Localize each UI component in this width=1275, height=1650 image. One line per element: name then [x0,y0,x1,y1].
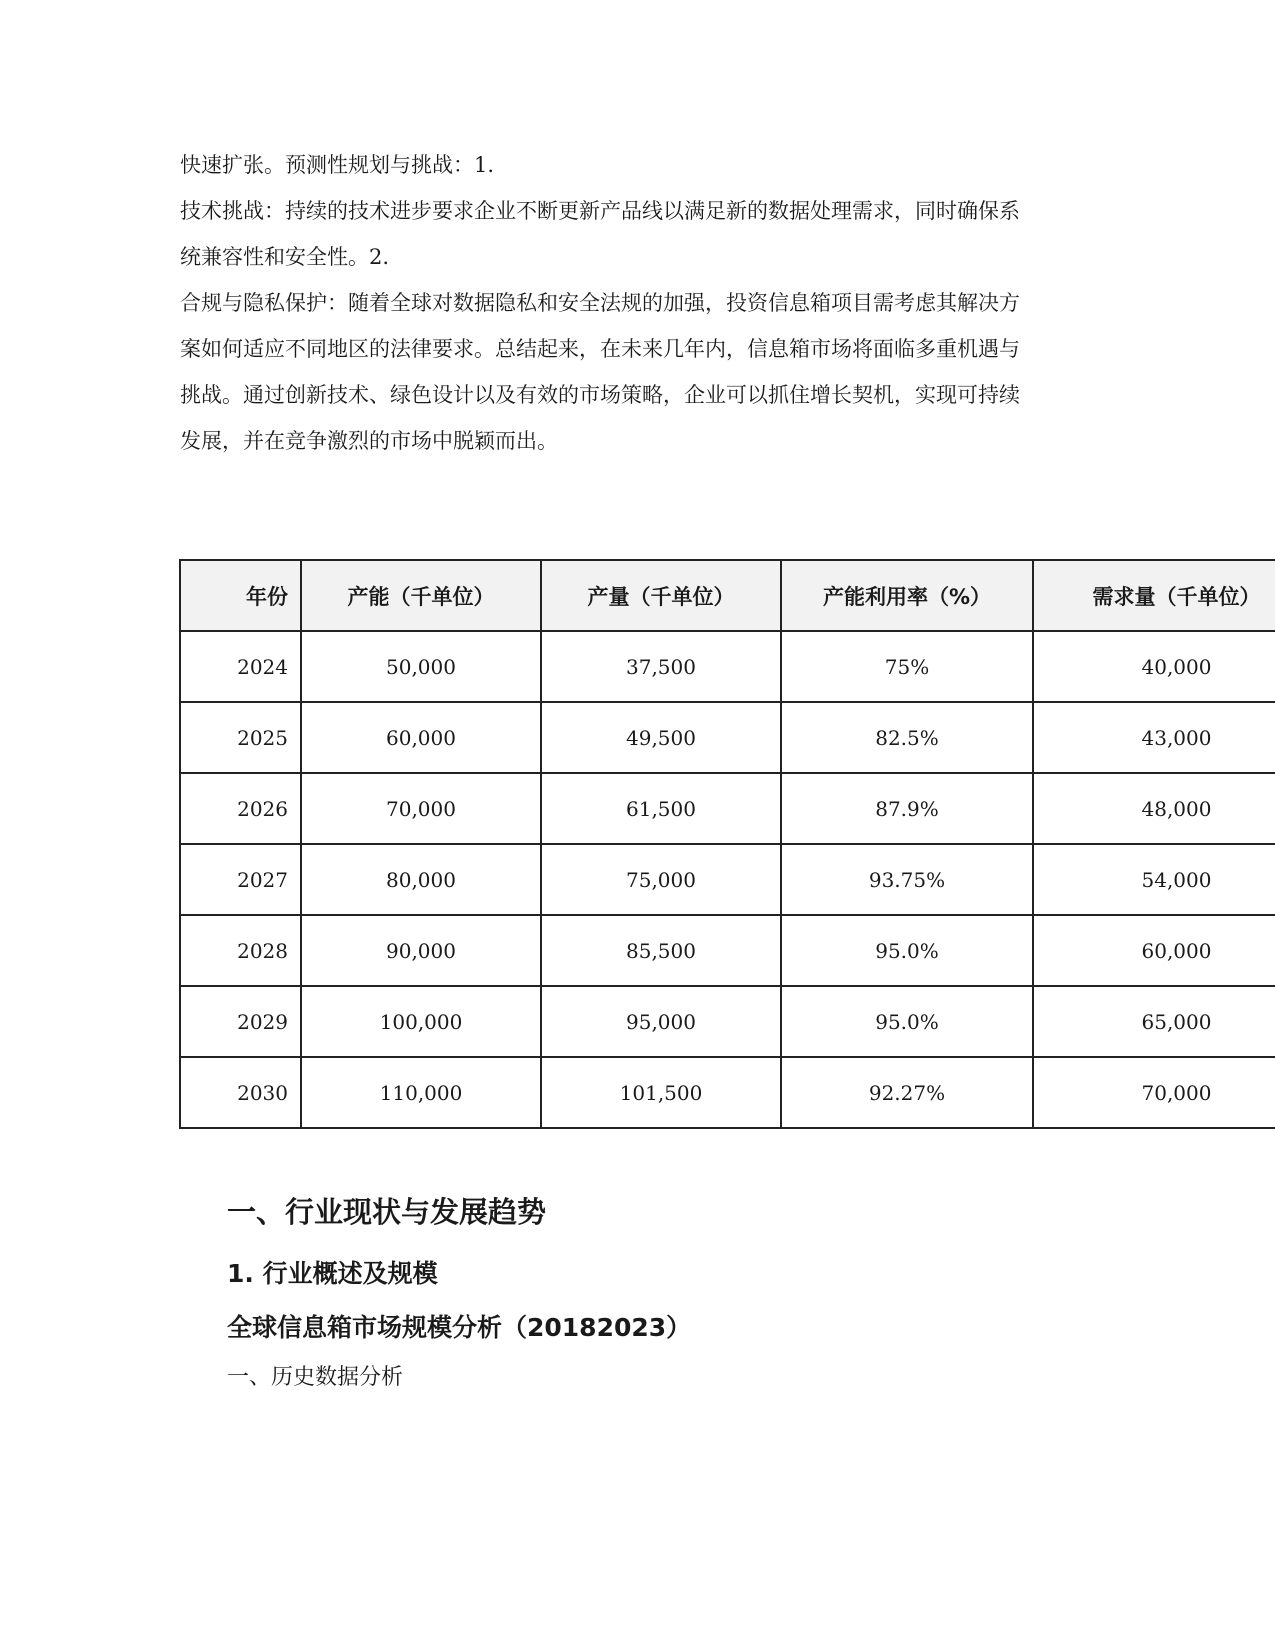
cell-capacity: 110,000 [301,1057,541,1128]
table-row [180,702,1275,773]
cell-output: 75,000 [541,844,781,915]
paragraph-3: 合规与隐私保护：随着全球对数据隐私和安全法规的加强，投资信息箱项目需考虑其解决方案如何适应不同地区的法律要求。总结起来，在未来几年内，信息箱市场将面临多重机遇与挑战。通过创新技术、绿色设计以及有效的市场策略，企业可以抓住增长契机，实现可持续发展，并在竞争激烈的市场中脱颖而出。 [180,291,1020,453]
cell-utilization: 93.75% [781,844,1033,915]
cell-demand: 48,000 [1033,773,1275,844]
cell-demand: 40,000 [1033,631,1275,702]
header-year: 年份 [180,560,301,631]
section-heading: 一、行业现状与发展趋势 [227,1195,547,1229]
cell-year: 2025 [180,702,301,773]
table-row [180,844,1275,915]
cell-year: 2029 [180,986,301,1057]
cell-utilization: 95.0% [781,986,1033,1057]
table-row [180,1057,1275,1128]
body-text [180,142,1040,464]
capacity-table-container [179,559,1275,1149]
cell-output: 49,500 [541,702,781,773]
cell-year: 2028 [180,915,301,986]
table-header-row [180,560,1275,631]
cell-output: 95,000 [541,986,781,1057]
cell-demand: 43,000 [1033,702,1275,773]
header-capacity: 产能（千单位） [301,560,541,631]
cell-year: 2026 [180,773,301,844]
header-utilization: 产能利用率（%） [781,560,1033,631]
table-row [180,631,1275,702]
cell-utilization: 82.5% [781,702,1033,773]
cell-capacity: 60,000 [301,702,541,773]
cell-demand: 60,000 [1033,915,1275,986]
cell-utilization: 95.0% [781,915,1033,986]
table-row [180,915,1275,986]
cell-utilization: 92.27% [781,1057,1033,1128]
cell-year: 2030 [180,1057,301,1128]
sub-topic-line: 一、历史数据分析 [227,1365,404,1390]
cell-utilization: 87.9% [781,773,1033,844]
capacity-table [179,559,1275,1129]
table-row [180,986,1275,1057]
cell-capacity: 50,000 [301,631,541,702]
header-output: 产量（千单位） [541,560,781,631]
paragraph-1: 快速扩张。预测性规划与挑战：1. [180,153,495,177]
cell-demand: 65,000 [1033,986,1275,1057]
cell-output: 37,500 [541,631,781,702]
cell-demand: 54,000 [1033,844,1275,915]
cell-year: 2024 [180,631,301,702]
cell-output: 101,500 [541,1057,781,1128]
table-row [180,773,1275,844]
cell-demand: 70,000 [1033,1057,1275,1128]
cell-year: 2027 [180,844,301,915]
cell-capacity: 80,000 [301,844,541,915]
paragraph-2: 技术挑战：持续的技术进步要求企业不断更新产品线以满足新的数据处理需求，同时确保系统兼容性和安全性。2. [180,199,1020,269]
subsection-heading: 1. 行业概述及规模 [227,1259,438,1288]
cell-capacity: 90,000 [301,915,541,986]
cell-capacity: 70,000 [301,773,541,844]
cell-output: 85,500 [541,915,781,986]
cell-capacity: 100,000 [301,986,541,1057]
topic-heading: 全球信息箱市场规模分析（20182023） [227,1313,692,1342]
cell-output: 61,500 [541,773,781,844]
cell-utilization: 75% [781,631,1033,702]
header-demand: 需求量（千单位） [1033,560,1275,631]
